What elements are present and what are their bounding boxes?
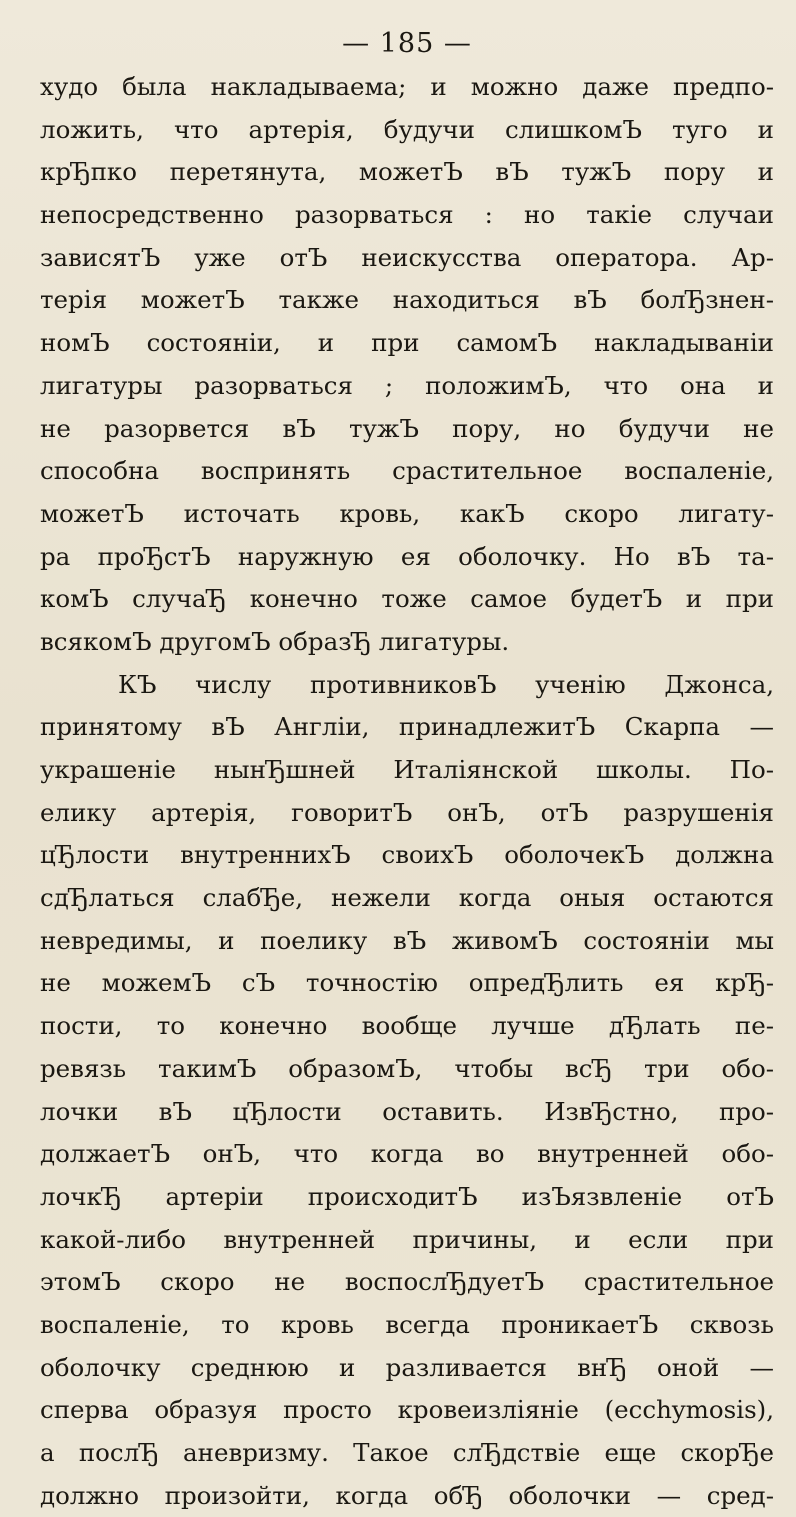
text-line: номЪ состояніи, и при самомЪ накладываніи xyxy=(40,328,774,358)
text-line: можетЪ источать кровь, какЪ скоро лигату- xyxy=(40,498,774,528)
paragraph-first-line: КЪ числу противниковЪ ученію Джонса, xyxy=(118,669,774,699)
text-line: способна воспринять срастительное воспаленіе, xyxy=(40,456,774,486)
text-line: пости, то конечно вообще лучше дЂлать пе- xyxy=(40,1011,774,1041)
text-line: лочки вЪ цЂлости оставить. ИзвЂстно, про- xyxy=(40,1096,774,1126)
text-line: зависятЪ уже отЪ неискусства оператора. Ар- xyxy=(40,242,774,272)
text-line: оболочку среднюю и разливается внЂ оной — xyxy=(40,1352,774,1382)
text-line: елику артерія, говоритЪ онЪ, отЪ разрушенія xyxy=(40,797,774,827)
text-line: худо была накладываема; и можно даже предпо- xyxy=(40,72,774,101)
text-line: ложить, что артерія, будучи слишкомЪ туго и xyxy=(40,114,774,144)
text-line: ревязь такимЪ образомЪ, чтобы всЂ три обо- xyxy=(40,1053,774,1083)
text-line: лочкЂ артеріи происходитЪ изЪязвленіе отЪ xyxy=(40,1181,774,1211)
text-line: должно произойти, когда обЂ оболочки — сред- xyxy=(40,1480,774,1510)
text-line: непосредственно разорваться : но такіе случаи xyxy=(40,200,774,230)
text-line: крЂпко перетянута, можетЪ вЪ тужЪ пору и xyxy=(40,157,774,187)
text-line: должаетЪ онЪ, что когда во внутренней обо- xyxy=(40,1139,774,1169)
text-line: комЪ случаЂ конечно тоже самое будетЪ и при xyxy=(40,584,774,614)
page-number: — 185 — xyxy=(342,28,472,59)
text-line: невредимы, и поелику вЪ живомЪ состояніи мы xyxy=(40,925,774,955)
text-line: сдЂлаться слабЂе, нежели когда оныя остаются xyxy=(40,883,774,913)
body-text xyxy=(40,66,774,1517)
text-line: принятому вЪ Англіи, принадлежитЪ Скарпа — xyxy=(40,712,774,742)
text-line: не можемЪ сЪ точностію опредЂлить ея крЂ- xyxy=(40,968,774,998)
text-line: ра проЂстЪ наружную ея оболочку. Но вЪ та- xyxy=(40,541,774,571)
text-line: воспаленіе, то кровь всегда проникаетЪ сквозь xyxy=(40,1309,774,1339)
text-line: украшеніе нынЂшней Италіянской школы. По- xyxy=(40,755,774,784)
paragraph-last-line: всякомЪ другомЪ образЂ лигатуры. xyxy=(40,626,510,656)
text-line: цЂлости внутреннихЪ своихЪ оболочекЪ должна xyxy=(40,840,774,870)
text-line: какой-либо внутренней причины, и если при xyxy=(40,1224,774,1254)
text-line: терія можетЪ также находиться вЪ болЂзнен- xyxy=(40,285,774,315)
text-line: этомЪ скоро не воспослЂдуетЪ срастительное xyxy=(40,1267,774,1297)
text-line: лигатуры разорваться ; положимЪ, что она и xyxy=(40,370,774,400)
text-line: а послЂ аневризму. Такое слЂдствіе еще скорЂе xyxy=(40,1438,774,1467)
text-line: не разорвется вЪ тужЪ пору, но будучи не xyxy=(40,413,774,443)
text-line: сперва образуя просто кровеизліяніе (ecchymosis), xyxy=(40,1395,774,1425)
